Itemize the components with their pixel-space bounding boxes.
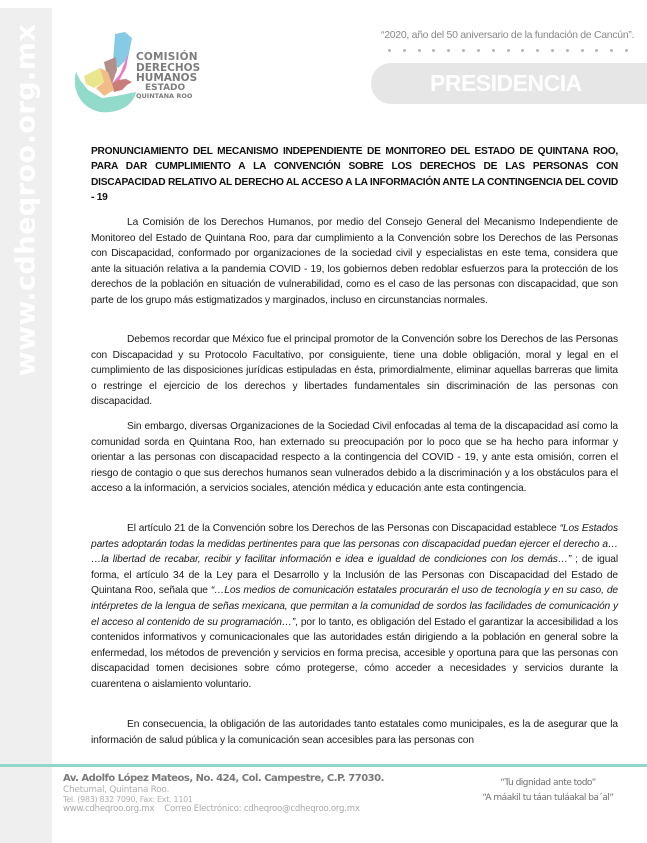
sidebar-strip (0, 8, 52, 843)
paragraph-4-quote-convention: “Los Estados partes adoptarán todas la medidas pertinentes para que las personas con discapacidad puedan ejercer el derecho a… …la libertad de recabar, recibir y facilitar información e idea e igualdad de condiciones con los demás…” (91, 523, 618, 566)
paragraph-5-text: En consecuencia, la obligación de las autoridades tanto estatales como municipales, es la de asegurar que la información de salud pública y la comunicación sean accesibles para las personas con (91, 719, 618, 746)
logo-line-3: HUMANOS (136, 72, 198, 84)
footer-address: Av. Adolfo López Mateos, No. 424, Col. Campestre, C.P. 77030. (63, 773, 384, 784)
logo-line-4: ESTADO (145, 82, 186, 93)
paragraph-2 (91, 332, 618, 410)
paragraph-3 (91, 419, 618, 497)
department-label: PRESIDENCIA (430, 70, 582, 96)
paragraph-2-text: Debemos recordar que México fue el principal promotor de la Convención sobre los Derechos de las Personas con Discapacidad y su Protocolo Facultativo, por consiguiente, tiene una doble obligación, moral y legal en el cumplimiento de las disposiciones jurídicas estipuladas en ésta, primordialmente, eliminar aquellas barreras que limita o restringe el ejercicio de los derechos y libertades fundamentales sin discriminación de las personas con discapacidad. (91, 334, 618, 408)
paragraph-4-end: , por lo tanto, es obligación del Estado el garantizar la accesibilidad a los contenidos informativos y comunicacionales que las autoridades están dirigiendo a la población en general sobre la enfermedad, los métodos de prevención y servicios en forma precisa, accesible y oportuna para que las personas con discapacidad tomen decisiones sobre cómo protegerse, cómo acceder a necesidades y servicios durante la cuarentena o aislamiento voluntario. (91, 616, 618, 690)
logo-line-5: QUINTANA ROO (136, 91, 193, 100)
footer-divider (0, 764, 647, 767)
paragraph-4-quote-law: “…Los medios de comunicación estatales procurarán el uso de tecnología y en su caso, de intérpretes de la lengua de señas mexicana, que permitan a la comunidad de sordos las facilidades de comunicación y el acceso al contenido de su programación…” (91, 585, 618, 628)
paragraph-1 (91, 215, 618, 309)
footer-slogan-spanish: “Tu dignidad ante todo” (500, 778, 596, 788)
footer-slogan-maya: “A máakil tu táan tuláakal ba´al” (482, 793, 614, 803)
dove-logo-icon (72, 32, 142, 117)
department-banner (371, 63, 647, 104)
paragraph-4 (91, 521, 618, 693)
footer-email-link[interactable]: Correo Electrónico: cdheqroo@cdheqroo.org.mx (164, 804, 360, 814)
logo-text (136, 52, 200, 99)
paragraph-4-intro: El artículo 21 de la Convención sobre los Derechos de las Personas con Discapacidad establece (127, 523, 560, 534)
logo-line-1: COMISIÓN (136, 51, 198, 63)
cdheqroo-logo (72, 32, 202, 117)
header-motto: “2020, año del 50 aniversario de la fundación de Cancún”. (381, 29, 635, 41)
sidebar-watermark: www.cdheqroo.org.mx (10, 23, 42, 377)
footer-slogans (468, 776, 628, 806)
paragraph-4-text (91, 521, 618, 693)
paragraph-1-text: La Comisión de los Derechos Humanos, por medio del Consejo General del Mecanismo Independiente de Monitoreo del Estado de Quintana Roo, para dar cumplimiento a la Convención sobre los Derechos de las Personas con Discapacidad, conformado por organizaciones de la sociedad civil y especialistas en este tema, considera que ante la situación relativa a la pandemia COVID - 19, los gobiernos deben redoblar esfuerzos para la protección de los derechos de la población en situación de vulnerabilidad, como es el caso de las personas con discapacidad, que son parte de los grupo más estigmatizados y marginados, incluso en circunstancias normales. (91, 217, 618, 306)
document-title: PRONUNCIAMIENTO DEL MECANISMO INDEPENDIENTE DE MONITOREO DEL ESTADO DE QUINTANA ROO, PARA DAR CUMPLIMIENTO A LA CONVENCIÓN SOBRE LOS DERECHOS DE LAS PERSONAS CON DISCAPACIDAD RELATIVO AL DERECHO AL ACCESO A LA INFORMACIÓN ANTE LA CONTINGENCIA DEL COVID - 19 (91, 146, 618, 203)
header-dots-divider (388, 49, 628, 52)
logo-line-2: DERECHOS (136, 61, 201, 74)
paragraph-5 (91, 717, 618, 748)
footer-phone: Tel. (983) 832 7090, Fax: Ext. 1101 (63, 795, 193, 804)
paragraph-3-text: Sin embargo, diversas Organizaciones de la Sociedad Civil enfocadas al tema de la discapacidad así como la comunidad sorda en Quintana Roo, han externado su preocupación por lo poco que se ha hecho para informar y orientar a las personas con discapacidad respecto a la contingencia del COVID - 19, y ante esta omisión, corren el riesgo de contagio o que sus derechos humanos sean vulnerados debido a la discriminación y a los obstáculos para el acceso a la información, a servicios sociales, atención médica y educación ante esta contingencia. (91, 421, 618, 495)
footer-website-link[interactable]: www.cdheqroo.org.mx (63, 804, 155, 814)
paragraph-4-middle: ; de igual forma, el artículo 34 de la Ley para el Desarrollo y la Inclusión de las Personas con Discapacidad del Estado de Quintana Roo, señala que (91, 554, 618, 597)
footer-city: Chetumal, Quintana Roo. (63, 785, 170, 795)
footer-contact (63, 774, 384, 814)
